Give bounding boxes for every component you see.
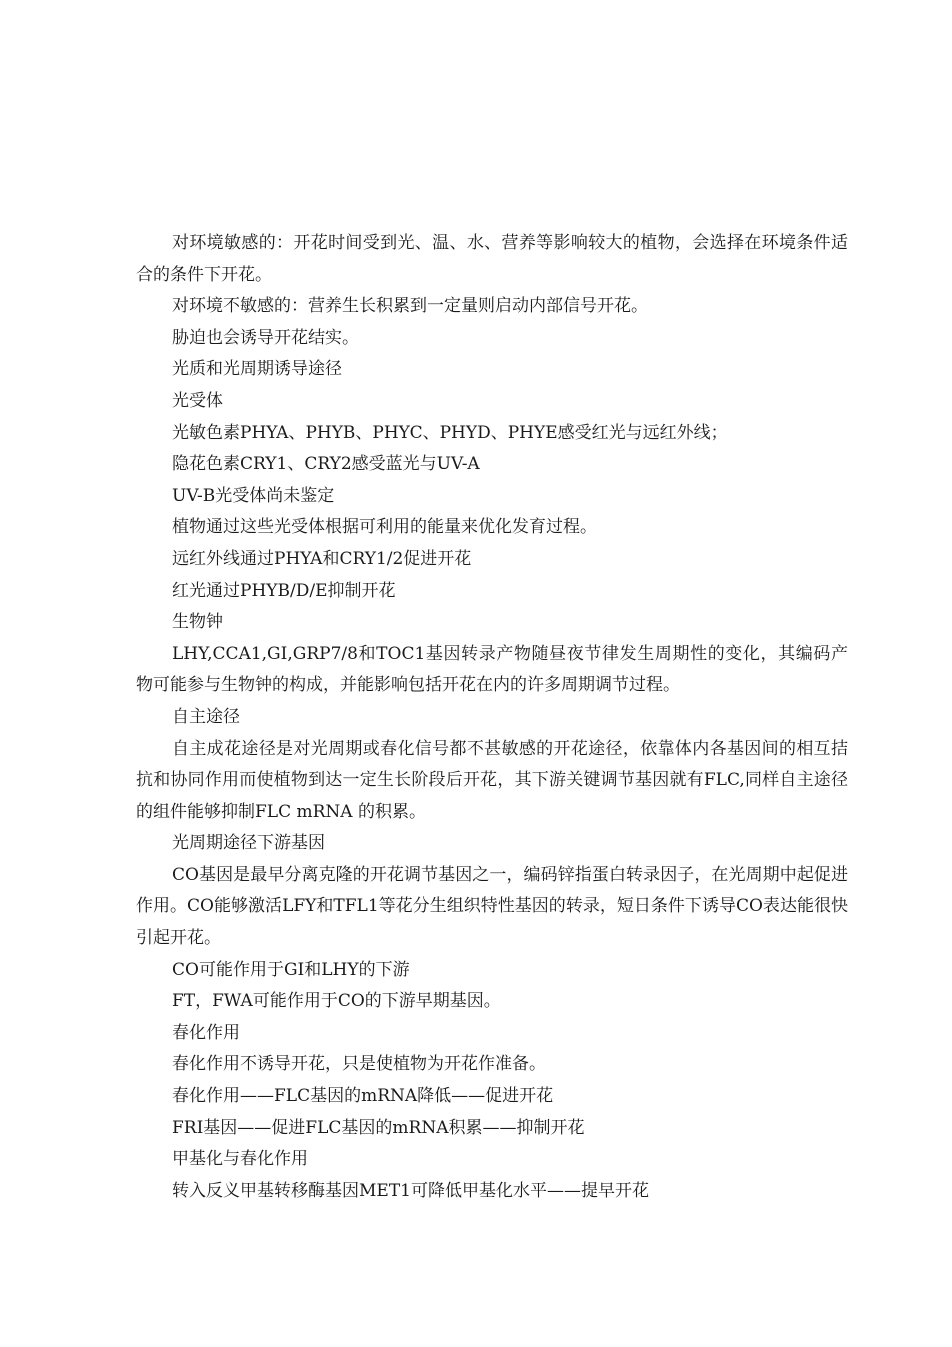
heading-photoperiod-downstream-genes: 光周期途径下游基因 xyxy=(172,833,325,854)
paragraph-phytochromes: 光敏色素PHYA、PHYB、PHYC、PHYD、PHYE感受红光与远红外线； xyxy=(172,422,728,443)
paragraph-vernalization-flc: 春化作用——FLC基因的mRNA降低——促进开花 xyxy=(172,1086,554,1107)
paragraph-vernalization-prepares: 春化作用不诱导开花，只是使植物为开花作准备。 xyxy=(172,1054,546,1075)
paragraph-env-insensitive: 对环境不敏感的：营养生长积累到一定量则启动内部信号开花。 xyxy=(172,296,648,317)
heading-light-photoperiod-pathway: 光质和光周期诱导途径 xyxy=(172,359,342,380)
paragraph-cryptochromes: 隐花色素CRY1、CRY2感受蓝光与UV-A xyxy=(172,454,480,475)
paragraph-env-sensitive: 对环境敏感的：开花时间受到光、温、水、营养等影响较大的植物，会选择在环境条件适合的条件下开花。 xyxy=(136,233,848,285)
paragraph-uvb-receptor: UV-B光受体尚未鉴定 xyxy=(172,485,335,506)
paragraph-co-downstream: CO可能作用于GI和LHY的下游 xyxy=(172,959,410,980)
paragraph-clock-genes: LHY,CCA1,GI,GRP7/8和TOC1基因转录产物随昼夜节律发生周期性的变化，其编码产物可能参与生物钟的构成，并能影响包括开花在内的许多周期调节过程。 xyxy=(136,643,848,696)
document-body xyxy=(136,228,848,1207)
paragraph-red-inhibits: 红光通过PHYB/D/E抑制开花 xyxy=(172,580,396,601)
paragraph-far-red-promotes: 远红外线通过PHYA和CRY1/2促进开花 xyxy=(172,548,472,569)
paragraph-met1: 转入反义甲基转移酶基因MET1可降低甲基化水平——提早开花 xyxy=(172,1180,649,1201)
paragraph-stress: 胁迫也会诱导开花结实。 xyxy=(172,327,359,348)
paragraph-optimize-development: 植物通过这些光受体根据可利用的能量来优化发育过程。 xyxy=(172,517,597,538)
heading-vernalization: 春化作用 xyxy=(172,1022,240,1043)
paragraph-fri-gene: FRI基因——促进FLC基因的mRNA积累——抑制开花 xyxy=(172,1117,585,1138)
paragraph-ft-fwa: FT，FWA可能作用于CO的下游早期基因。 xyxy=(172,991,501,1012)
heading-biological-clock: 生物钟 xyxy=(172,612,223,633)
paragraph-co-gene: CO基因是最早分离克隆的开花调节基因之一，编码锌指蛋白转录因子，在光周期中起促进作用。CO能够激活LFY和TFL1等花分生组织特性基因的转录，短日条件下诱导CO表达能很快引起开花。 xyxy=(136,864,848,949)
heading-methylation-vernalization: 甲基化与春化作用 xyxy=(172,1149,308,1170)
heading-autonomous-pathway: 自主途径 xyxy=(172,706,240,727)
paragraph-autonomous-pathway: 自主成花途径是对光周期或春化信号都不甚敏感的开花途径，依靠体内各基因间的相互拮抗和协同作用而使植物到达一定生长阶段后开花，其下游关键调节基因就有FLC,同样自主途径的组件能够抑制FLC mRNA 的积累。 xyxy=(136,738,848,822)
heading-photoreceptors: 光受体 xyxy=(172,390,223,411)
